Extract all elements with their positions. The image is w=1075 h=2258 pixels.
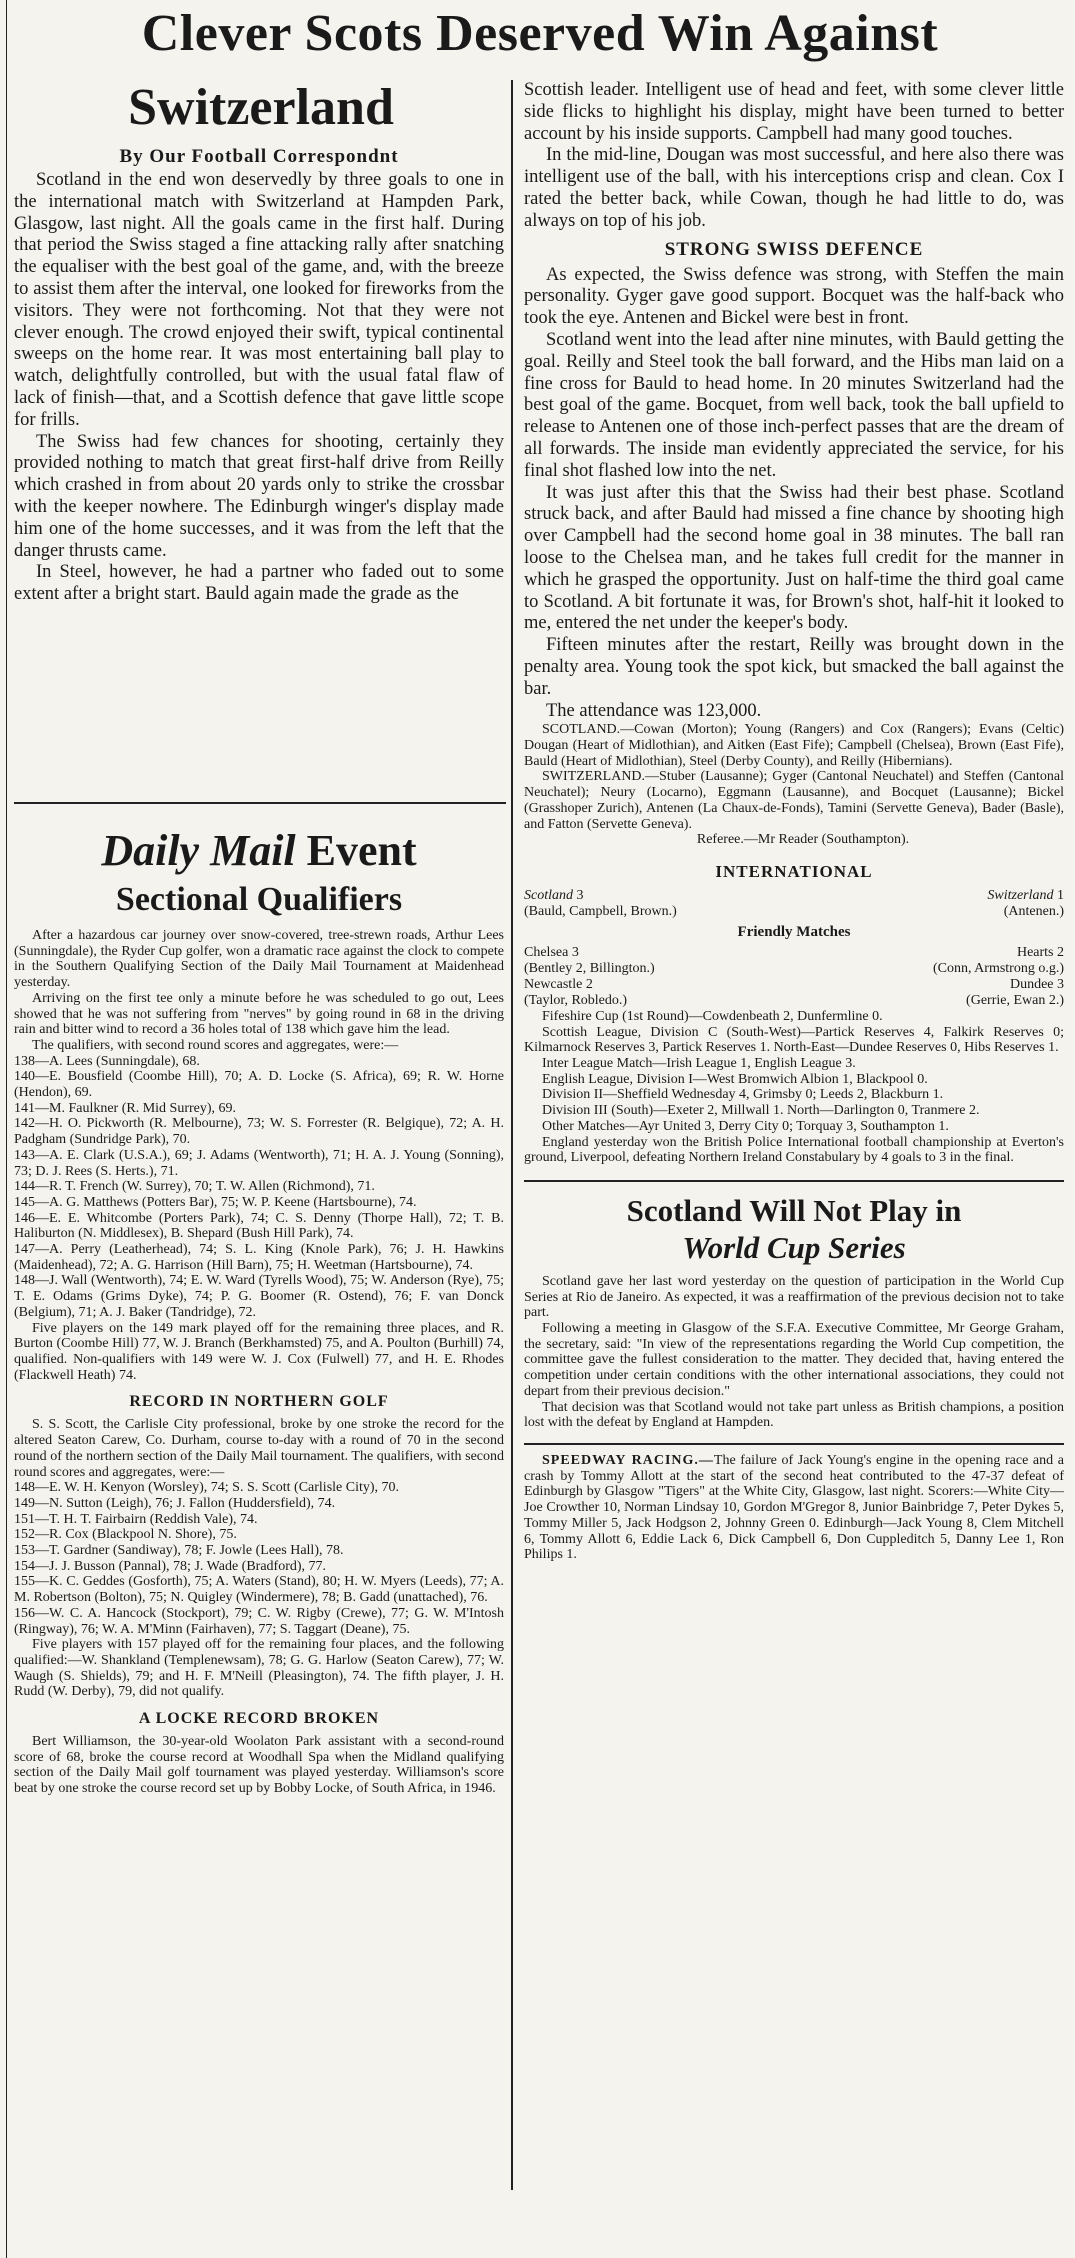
dm-subheadline: Sectional Qualifiers: [115, 881, 403, 918]
dm-headline-rest: Event: [306, 826, 417, 875]
dm-headline-italic: Daily Mail: [101, 826, 296, 875]
other-result: England yesterday won the British Police International football championship at Everton's ground, Liverpool, defeating Northern Ireland Constabulary by 4 goals to 3 in the final.: [524, 1134, 1064, 1166]
golf-score-line: 149—N. Sutton (Leigh), 76; J. Fallon (Huddersfield), 74.: [14, 1495, 336, 1511]
speedway-paragraph: [524, 1453, 1064, 1563]
article-paragraph: Scottish leader. Intelligent use of head and feet, with some clever little side flicks to highlight his display, might have been turned to better account by his inside supports. Campbell had many good touches.: [524, 80, 1064, 144]
golf-paragraph: Arriving on the first tee only a minute before he was scheduled to go out, Lees showed that he was not suffering from "nerves" by going round in 68 in the driving rain and bitter wind to record a 36 holes total of 138 which gave him the lead.: [14, 990, 504, 1038]
section-divider: [524, 1180, 1064, 1182]
golf-score-line: 153—T. Gardner (Sandiway), 78; F. Jowle (Lees Hall), 78.: [14, 1543, 344, 1559]
golf-score-line: Five players on the 149 mark played off for the remaining three places, and R. Burton (Coombe Hill) 77, W. J. Branch (Berkhamsted) 75, and A. Poulton (Burhill) 74, qualified. Non-qualifiers with 149 were W. J. Cox (Fulwell) 77, and H. E. Rhodes (Flackwell Heath) 74.: [14, 1320, 504, 1383]
golf-score-line: 156—W. C. A. Hancock (Stockport), 79; C. W. Rigby (Crewe), 77; G. W. M'Intosh (Ringway), 76; W. A. M'Minn (Fairhaven), 77; S. Taggart (Deane), 75.: [14, 1605, 504, 1637]
world-cup-headline-line1: Scotland Will Not Play in: [626, 1192, 962, 1228]
left-football-column: [14, 146, 504, 791]
article-paragraph: In the mid-line, Dougan was most successful, and here also there was intelligent use of the ball, with his interceptions crisp and clean. Cox I rated the better back, while Cowan, though he had little to do, was always on top of his job.: [524, 145, 1064, 231]
golf-paragraph: Bert Williamson, the 30-year-old Woolaton Park assistant with a second-round score of 68, broke the course record at Woodhall Spa when the Midland qualifying section of the Daily Mail golf tournament was played yesterday. Williamson's score beat by one stroke the course record set up by Bobby Locke, of South Africa, in 1946.: [14, 1734, 504, 1797]
team-lineup: SCOTLAND.—Cowan (Morton); Young (Rangers) and Cox (Rangers); Evans (Celtic) Dougan (Heart of Midlothian), and Aitken (East Fife); Campbell (Chelsea), Brown (East Fife), Bauld (Heart of Midlothian), Steel (Derby County), and Reilly (Hibernians).: [524, 722, 1064, 769]
article-paragraph: The Swiss had few chances for shooting, certainly they provided nothing to match that great first-half drive from Reilly which crashed in from about 20 yards only to strike the crossbar with the keeper nowhere. The Edinburgh winger's display made him one of the home successes, and it was from the left that the danger thrusts came.: [14, 431, 504, 561]
other-result: Scottish League, Division C (South-West)—Partick Reserves 4, Falkirk Reserves 0; Kilmarnock Reserves 3, Partick Reserves 1. North-East—Dundee Reserves 0, Hibs Reserves 1.: [524, 1024, 1064, 1056]
international-head: INTERNATIONAL: [715, 861, 873, 881]
article-paragraph: In Steel, however, he had a partner who faded out to some extent after a bright start. Bauld again made the grade as the: [14, 562, 504, 605]
friendly-result: [524, 977, 1064, 1009]
golf-score-line: 141—M. Faulkner (R. Mid Surrey), 69.: [14, 1100, 237, 1116]
golf-score-line: 148—J. Wall (Wentworth), 74; E. W. Ward (Tyrells Wood), 75; W. Anderson (Rye), 75; T. E. Odams (Grims Dyke), 74; P. G. Boomer (R. Ostend), 76; F. van Donck (Belgium), 71; A. J. Baker (Tandridge), 72.: [14, 1273, 504, 1320]
result-home-score: 3: [576, 887, 584, 903]
result-away: Dundee: [1009, 976, 1054, 992]
golf-score-line: Five players with 157 played off for the remaining four places, and the following qualified:—W. Shankland (Templenewsam), 78; G. G. Harlow (Seaton Carew), 77; W. Waugh (S. Shields), 79; and H. F. M'Neill (Pleasington), 74. The fifth player, J. H. Rudd (W. Derby), 79, did not qualify.: [14, 1637, 504, 1700]
result-home: Newcastle: [524, 976, 583, 992]
result-away-score: 3: [1057, 976, 1064, 992]
result-away-scorers: (Antenen.): [1003, 903, 1064, 919]
result-home-score: 3: [571, 944, 579, 960]
golf-paragraph: The qualifiers, with second round scores and aggregates, were:—: [32, 1037, 399, 1053]
friendly-result: [524, 945, 1064, 977]
golf-score-line: 147—A. Perry (Leatherhead), 74; S. L. King (Knole Park), 76; J. H. Hawkins (Maidenhead), 72; A. G. Harrison (Hill Barn), 75; H. Weetman (Hartsbourne), 74.: [14, 1242, 504, 1273]
result-away: Hearts: [1016, 944, 1054, 960]
referee: Referee.—Mr Reader (Southampton).: [696, 832, 910, 848]
golf-paragraph: After a hazardous car journey over snow-covered, tree-strewn roads, Arthur Lees (Sunningdale), the Ryder Cup golfer, won a dramatic race against the clock to compete in the Southern Qualifying Section of the Daily Mail Tournament at Maidenhead yesterday.: [14, 928, 504, 991]
main-headline: Clever Scots Deserved Win Against: [141, 5, 939, 62]
result-away: Switzerland: [987, 887, 1054, 903]
golf-score-line: 145—A. G. Matthews (Potters Bar), 75; W. P. Keene (Hartsbourne), 74.: [14, 1194, 417, 1210]
golf-score-line: 154—J. J. Busson (Pannal), 78; J. Wade (Bradford), 77.: [14, 1558, 327, 1574]
section-divider: [524, 1443, 1064, 1445]
other-result: English League, Division I—West Bromwich Albion 1, Blackpool 0.: [542, 1071, 928, 1087]
golf-score-line: 155—K. C. Geddes (Gosforth), 75; A. Waters (Stand), 80; H. W. Myers (Leeds), 77; A. M. Robertson (Bolton), 75; N. Quigley (Windermere), 78; B. Gadd (unattached), 76.: [14, 1574, 504, 1606]
right-column: [524, 80, 1064, 2240]
other-result: Fifeshire Cup (1st Round)—Cowdenbeath 2, Dunfermline 0.: [542, 1008, 883, 1024]
result-home-scorers: (Bauld, Campbell, Brown.): [524, 903, 677, 919]
world-cup-paragraph: That decision was that Scotland would not take part unless as British champions, a position lost with the defeat by England at Hampden.: [524, 1399, 1064, 1431]
golf-score-line: 144—R. T. French (W. Surrey), 70; T. W. Allen (Richmond), 71.: [14, 1179, 375, 1195]
article-paragraph: Scotland in the end won deservedly by three goals to one in the international match with Switzerland at Hampden Park, Glasgow, last night. All the goals came in the first half. During that period the Swiss staged a fine attacking rally after snatching the equaliser with the best goal of the game, and, with the breeze to assist them after the interval, one looked for fireworks from the visitors. They were not forthcoming. Not that they were not clever enough. The crowd enjoyed their swift, typical continental sweeps on the home rear. It was most entertaining ball play to watch, delightfully controlled, but with the usual fatal flaw of lack of finish—that, and a Scottish defence that gave little scope for frills.: [14, 170, 504, 430]
result-home: Scotland: [524, 887, 573, 903]
golf-score-line: 142—H. O. Pickworth (R. Melbourne), 73; W. S. Forrester (R. Belgique), 72; A. H. Padgham (Sundridge Park), 70.: [14, 1116, 504, 1148]
golf-score-line: 140—E. Bousfield (Coombe Hill), 70; A. D. Locke (S. Africa), 69; R. W. Horne (Hendon), 69.: [14, 1069, 504, 1101]
other-result: Inter League Match—Irish League 1, English League 3.: [542, 1056, 856, 1072]
left-golf-column: [14, 826, 504, 2236]
world-cup-paragraph: Scotland gave her last word yesterday on the question of participation in the World Cup Series at Rio de Janeiro. As expected, it was a reaffirmation of the previous decision not to take part.: [524, 1273, 1064, 1321]
other-result: Other Matches—Ayr United 3, Derry City 0; Torquay 3, Southampton 1.: [542, 1118, 949, 1134]
result-away-score: 1: [1057, 887, 1064, 903]
byline: By Our Football Correspondnt: [119, 146, 399, 167]
speedway-text: The failure of Jack Young's engine in the opening race and a crash by Tommy Allott at the start of the second heat contributed to the 47-37 defeat of Edinburgh by Glasgow "Tigers" at the White City, Glasgow, last night. Scorers:—White City—Joe Crowther 10, Norman Lindsay 10, Gordon M'Gregor 8, Junior Bainbridge 7, Peter Dykes 5, Tommy Miller 5, Jack Hodgson 2, Johnny Green 0. Edinburgh—Jack Young 8, Clem Mitchell 6, Tommy Allott 6, Eddie Lack 6, Dick Campbell 6, Don Cuppleditch 5, Danny Lee 1, Ron Philips 1.: [524, 1453, 1064, 1563]
result-home-score: 2: [585, 976, 593, 992]
golf-score-line: 148—E. W. H. Kenyon (Worsley), 74; S. S. Scott (Carlisle City), 70.: [14, 1480, 400, 1496]
page-edge-rule: [0, 0, 7, 2258]
world-cup-headline: [524, 1192, 1064, 1266]
northern-golf-headline: RECORD IN NORTHERN GOLF: [129, 1393, 389, 1411]
golf-score-line: 138—A. Lees (Sunningdale), 68.: [14, 1053, 200, 1069]
result-away-score: 2: [1057, 944, 1064, 960]
golf-score-line: 151—T. H. T. Fairbairn (Reddish Vale), 74.: [14, 1511, 258, 1527]
article-paragraph: It was just after this that the Swiss had their best phase. Scotland struck back, and after Bauld had missed a fine chance by shooting high over Campbell had the second home goal in 38 minutes. The ball ran loose to the Chelsea man, and he takes full credit for the manner in which he grasped the opportunity. Just on half-time the third goal came to Scotland. A bit fortunate it was, for Brown's shot, half-hit it looked to me, entered the net under the keeper's body.: [524, 482, 1064, 634]
world-cup-paragraph: Following a meeting in Glasgow of the S.F.A. Executive Committee, Mr George Graham, the secretary, said: "In view of the representations regarding the World Cup competition, the committee gave the fullest consideration to the matter. They decided that, having entered the competition under certain conditions with the other international associations, they could not depart from their previous decision.": [524, 1321, 1064, 1399]
section-divider: [14, 802, 506, 804]
attendance: The attendance was 123,000.: [546, 700, 762, 721]
golf-score-line: 152—R. Cox (Blackpool N. Shore), 75.: [14, 1527, 237, 1543]
article-paragraph: Fifteen minutes after the restart, Reilly was brought down in the penalty area. Young took the spot kick, but smacked the ball against the bar.: [524, 635, 1064, 699]
golf-score-line: 146—E. E. Whitcombe (Porters Park), 74; C. S. Denny (Thorpe Hall), 72; T. B. Haliburton (N. Middlesex), B. Shepard (Bush Hill Park), 74.: [14, 1210, 504, 1242]
result-home-scorers: (Bentley 2, Billington.): [524, 960, 655, 976]
article-paragraph: Scotland went into the lead after nine minutes, with Bauld getting the goal. Reilly and Steel took the ball forward, and the Hibs man laid on a fine cross for Bauld to head home. In 20 minutes Switzerland had the best goal of the game. Bocquet, from well back, took the ball upfield to release to Antenen one of those inch-perfect passes that are the dream of all forwards. The inside man evidently appreciated the service, for his final shot flashed low into the net.: [524, 329, 1064, 481]
dm-headline: [14, 826, 504, 876]
international-result: [524, 888, 1064, 920]
main-headline-line2: Switzerland: [128, 79, 394, 136]
other-result: Division II—Sheffield Wednesday 4, Grimsby 0; Leeds 2, Blackburn 1.: [542, 1087, 944, 1103]
golf-score-line: 143—A. E. Clark (U.S.A.), 69; J. Adams (Wentworth), 71; H. A. J. Young (Sonning), 73; D. J. Rees (S. Herts.), 71.: [14, 1147, 504, 1179]
world-cup-headline-line2: World Cup Series: [682, 1229, 906, 1265]
locke-headline: A LOCKE RECORD BROKEN: [138, 1710, 380, 1728]
article-paragraph: As expected, the Swiss defence was strong, with Steffen the main personality. Gyger gave good support. Bocquet was the half-back who took the eye. Antenen and Bickel were best in front.: [524, 264, 1064, 329]
team-lineup: SWITZERLAND.—Stuber (Lausanne); Gyger (Cantonal Neuchatel) and Steffen (Cantonal Neuchatel); Neury (Locarno), Eggmann (Lausanne), and Bocquet (Lausanne); Bickel (Grasshoper Zurich), Antenen (La Chaux-de-Fonds), Tamini (Servette Geneva), Bader (Basle), and Fatton (Servette Geneva).: [524, 769, 1064, 832]
strong-swiss-defence-subhead: STRONG SWISS DEFENCE: [664, 238, 924, 260]
friendly-head: Friendly Matches: [737, 923, 851, 940]
result-home: Chelsea: [524, 944, 569, 960]
result-home-scorers: (Taylor, Robledo.): [524, 992, 628, 1008]
golf-paragraph: S. S. Scott, the Carlisle City professional, broke by one stroke the record for the altered Seaton Carew, Co. Durham, course to-day with a round of 70 in the second round of the northern section of the Daily Mail tournament. The qualifiers, with second round scores and aggregates, were:—: [14, 1417, 504, 1480]
result-away-scorers: (Conn, Armstrong o.g.): [932, 960, 1064, 976]
speedway-lead: SPEEDWAY RACING.—: [542, 1453, 714, 1468]
result-away-scorers: (Gerrie, Ewan 2.): [966, 992, 1064, 1008]
other-result: Division III (South)—Exeter 2, Millwall 1. North—Darlington 0, Tranmere 2.: [542, 1103, 980, 1119]
column-divider: [511, 80, 513, 2190]
